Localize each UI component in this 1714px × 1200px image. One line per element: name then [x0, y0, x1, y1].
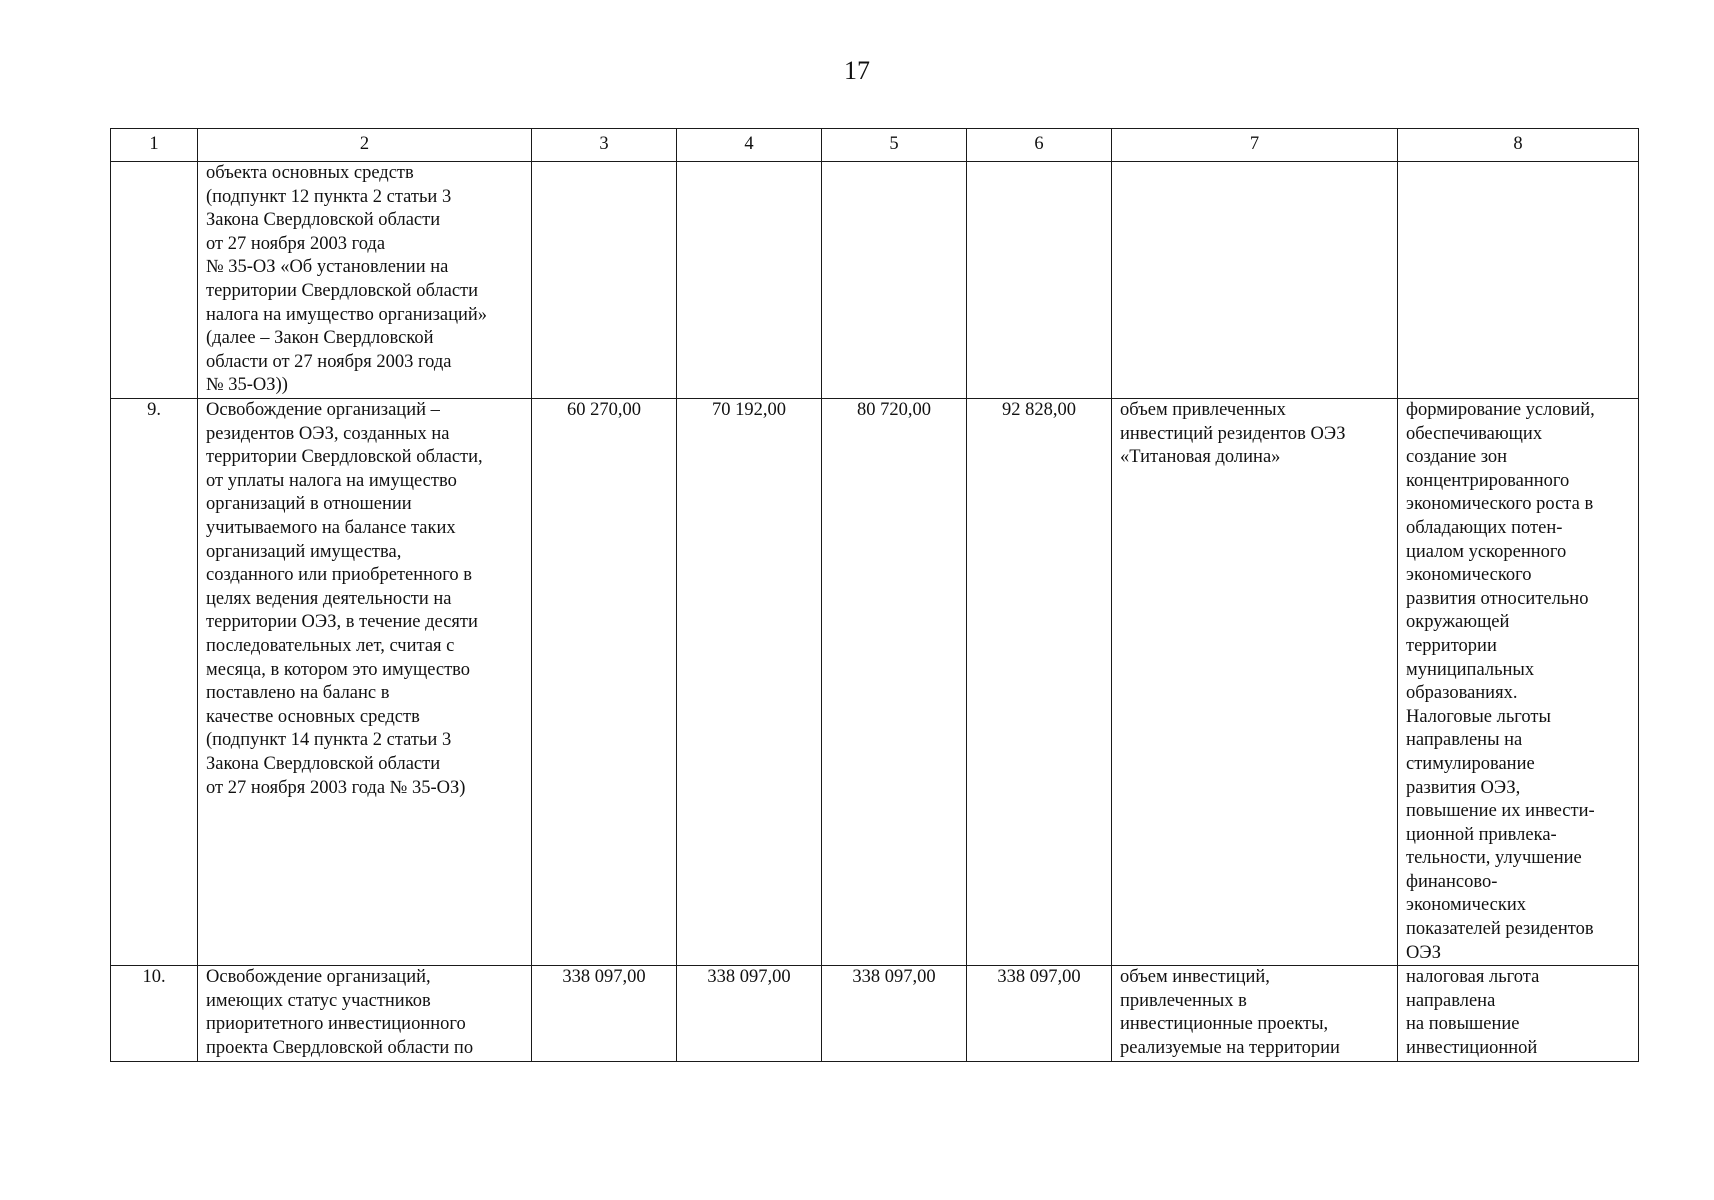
- column-header: 2: [198, 129, 532, 162]
- text-line: обеспечивающих: [1406, 423, 1543, 444]
- text-line: Закона Свердловской области: [206, 210, 441, 231]
- column-header: 4: [677, 129, 822, 162]
- column-header: 5: [822, 129, 967, 162]
- benefit-description: [198, 399, 532, 966]
- text-line: показателей резидентов: [1406, 919, 1594, 940]
- text-line: направлены на: [1406, 730, 1523, 751]
- value-cell: 60 270,00: [532, 399, 677, 966]
- text-line: инвестиций резидентов ОЭЗ: [1120, 423, 1346, 444]
- text-line: Освобождение организаций,: [206, 967, 431, 988]
- text-line: окружающей: [1406, 612, 1510, 633]
- value-cell: [967, 162, 1112, 399]
- text-line: «Титановая долина»: [1120, 447, 1281, 468]
- value-cell: 338 097,00: [532, 966, 677, 1061]
- indicator-cell: [1112, 966, 1398, 1061]
- text-line: экономического: [1406, 565, 1532, 586]
- text-line: территории Свердловской области: [206, 280, 479, 301]
- column-header: 3: [532, 129, 677, 162]
- table-row: [111, 162, 1639, 399]
- value-cell: 338 097,00: [967, 966, 1112, 1061]
- text-line: целях ведения деятельности на: [206, 588, 452, 609]
- text-line: Налоговые льготы: [1406, 706, 1551, 727]
- table-header-row: [111, 129, 1639, 162]
- text-line: резидентов ОЭЗ, созданных на: [206, 423, 450, 444]
- text-line: развития относительно: [1406, 588, 1589, 609]
- text-line: Закона Свердловской области: [206, 753, 441, 774]
- text-line: экономических: [1406, 895, 1526, 916]
- indicator-cell: [1112, 399, 1398, 966]
- text-line: объем привлеченных: [1120, 400, 1286, 420]
- value-cell: 338 097,00: [822, 966, 967, 1061]
- row-number: 9.: [111, 399, 198, 966]
- value-cell: 70 192,00: [677, 399, 822, 966]
- value-cell: 92 828,00: [967, 399, 1112, 966]
- text-line: налога на имущество организаций»: [206, 304, 488, 325]
- text-line: стимулирование: [1406, 753, 1535, 774]
- column-header: 7: [1112, 129, 1398, 162]
- table-row: [111, 966, 1639, 1061]
- text-line: создание зон: [1406, 447, 1508, 468]
- text-line: приоритетного инвестиционного: [206, 1014, 466, 1035]
- benefit-description: [198, 966, 532, 1061]
- text-line: инвестиционной: [1406, 1038, 1538, 1059]
- text-line: на повышение: [1406, 1014, 1520, 1035]
- text-line: месяца, в котором это имущество: [206, 659, 471, 680]
- text-line: территории Свердловской области,: [206, 447, 483, 468]
- text-line: Освобождение организаций –: [206, 400, 440, 420]
- text-line: реализуемые на территории: [1120, 1038, 1340, 1059]
- text-line: концентрированного: [1406, 470, 1570, 491]
- text-line: ОЭЗ: [1406, 942, 1442, 963]
- value-cell: [822, 162, 967, 399]
- text-line: № 35-ОЗ)): [206, 375, 288, 396]
- row-number: 10.: [111, 966, 198, 1061]
- text-line: ционной привлека-: [1406, 824, 1557, 845]
- text-line: тельности, улучшение: [1406, 848, 1582, 869]
- page-number: 17: [844, 56, 870, 85]
- text-line: объекта основных средств: [206, 163, 414, 183]
- purpose-cell: [1398, 162, 1639, 399]
- text-line: созданного или приобретенного в: [206, 565, 473, 586]
- text-line: области от 27 ноября 2003 года: [206, 351, 452, 372]
- text-line: (далее – Закон Свердловской: [206, 328, 434, 349]
- value-cell: [532, 162, 677, 399]
- text-line: (подпункт 14 пункта 2 статьи 3: [206, 730, 452, 751]
- indicator-cell: [1112, 162, 1398, 399]
- text-line: циалом ускоренного: [1406, 541, 1567, 562]
- text-line: от 27 ноября 2003 года № 35-ОЗ): [206, 777, 466, 798]
- purpose-cell: [1398, 966, 1639, 1061]
- text-line: (подпункт 12 пункта 2 статьи 3: [206, 186, 452, 207]
- text-line: образованиях.: [1406, 683, 1518, 704]
- text-line: организаций имущества,: [206, 541, 402, 562]
- text-line: экономического роста в: [1406, 494, 1594, 515]
- text-line: учитываемого на балансе таких: [206, 517, 456, 538]
- benefit-description: [198, 162, 532, 399]
- table-row: [111, 399, 1639, 966]
- text-line: развития ОЭЗ,: [1406, 777, 1521, 798]
- text-line: поставлено на баланс в: [206, 683, 390, 704]
- text-line: обладающих потен-: [1406, 517, 1563, 538]
- column-header: 6: [967, 129, 1112, 162]
- text-line: финансово-: [1406, 871, 1498, 892]
- row-number: [111, 162, 198, 399]
- text-line: территории ОЭЗ, в течение десяти: [206, 612, 478, 633]
- text-line: № 35-ОЗ «Об установлении на: [206, 257, 449, 278]
- column-header: 8: [1398, 129, 1639, 162]
- text-line: от уплаты налога на имущество: [206, 470, 457, 491]
- text-line: проекта Свердловской области по: [206, 1038, 474, 1059]
- text-line: налоговая льгота: [1406, 967, 1540, 988]
- text-line: организаций в отношении: [206, 494, 412, 515]
- text-line: объем инвестиций,: [1120, 967, 1270, 988]
- text-line: направлена: [1406, 990, 1496, 1011]
- value-cell: [677, 162, 822, 399]
- column-header: 1: [111, 129, 198, 162]
- text-line: имеющих статус участников: [206, 990, 431, 1011]
- text-line: качестве основных средств: [206, 706, 420, 727]
- text-line: муниципальных: [1406, 659, 1535, 680]
- purpose-cell: [1398, 399, 1639, 966]
- text-line: привлеченных в: [1120, 990, 1247, 1011]
- text-line: последовательных лет, считая с: [206, 635, 455, 656]
- value-cell: 338 097,00: [677, 966, 822, 1061]
- text-line: инвестиционные проекты,: [1120, 1014, 1329, 1035]
- tax-benefits-table: [110, 128, 1639, 1062]
- text-line: территории: [1406, 635, 1497, 656]
- text-line: от 27 ноября 2003 года: [206, 233, 386, 254]
- text-line: повышение их инвести-: [1406, 801, 1595, 822]
- value-cell: 80 720,00: [822, 399, 967, 966]
- text-line: формирование условий,: [1406, 400, 1595, 420]
